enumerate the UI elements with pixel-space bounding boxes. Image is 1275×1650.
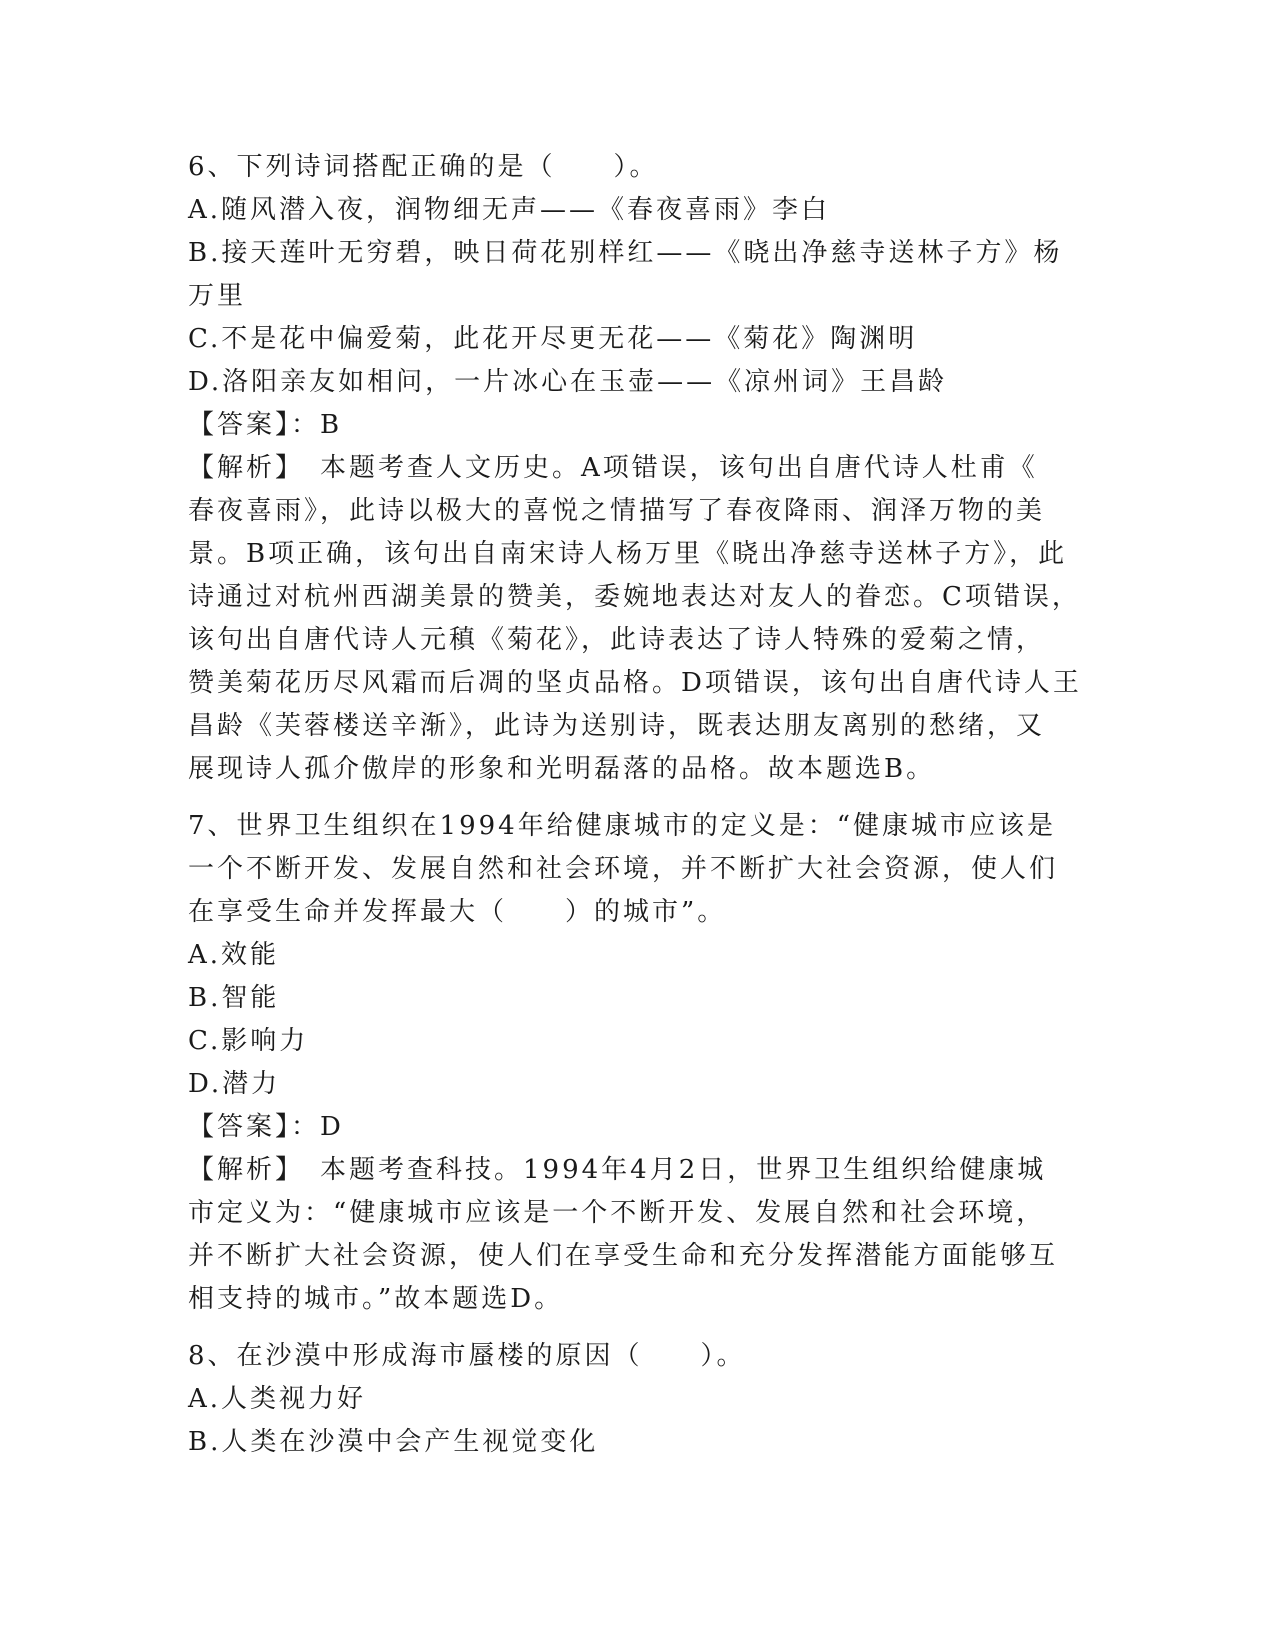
- analysis-line: 春夜喜雨》，此诗以极大的喜悦之情描写了春夜降雨、润泽万物的美: [188, 496, 1046, 526]
- question-6-option-b-line: 万里: [188, 281, 247, 311]
- question-6-option-c: C.不是花中偏爱菊，此花开尽更无花——《菊花》陶渊明: [188, 324, 918, 354]
- question-7-option-c: C.影响力: [188, 1026, 309, 1056]
- question-6: [188, 146, 1082, 791]
- question-8-option-b: B.人类在沙漠中会产生视觉变化: [188, 1427, 599, 1457]
- analysis-line: 该句出自唐代诗人元稹《菊花》，此诗表达了诗人特殊的爱菊之情，: [188, 625, 1046, 655]
- question-7-option-d: D.潜力: [188, 1069, 281, 1099]
- analysis-line: 诗通过对杭州西湖美景的赞美，委婉地表达对友人的眷恋。C项错误，: [188, 582, 1081, 612]
- question-6-option-b-line: B.接天莲叶无穷碧，映日荷花别样红——《晓出净慈寺送林子方》杨: [188, 238, 1063, 268]
- question-6-stem: 6、下列诗词搭配正确的是（ ）。: [188, 152, 659, 182]
- analysis-line: 展现诗人孤介傲岸的形象和光明磊落的品格。故本题选B。: [188, 754, 936, 784]
- question-spacer: [188, 1321, 1068, 1335]
- question-7: [188, 805, 1068, 1321]
- question-7-stem-line: 在享受生命并发挥最大（ ）的城市”。: [188, 897, 727, 927]
- analysis-line: 景。B项正确，该句出自南宋诗人杨万里《晓出净慈寺送林子方》，此: [188, 539, 1068, 569]
- analysis-line: 【解析】 本题考查人文历史。A项错误，该句出自唐代诗人杜甫《: [188, 453, 1038, 483]
- analysis-line: 昌龄《芙蓉楼送辛渐》，此诗为送别诗，既表达朋友离别的愁绪，又: [188, 711, 1046, 741]
- question-6-option-a: A.随风潜入夜，润物细无声——《春夜喜雨》李白: [188, 195, 831, 225]
- question-7-stem-line: 7、世界卫生组织在1994年给健康城市的定义是：“健康城市应该是: [188, 811, 1057, 841]
- question-8-option-a: A.人类视力好: [188, 1384, 367, 1414]
- analysis-line: 市定义为：“健康城市应该是一个不断开发、发展自然和社会环境，: [188, 1198, 1046, 1228]
- question-7-stem-line: 一个不断开发、发展自然和社会环境，并不断扩大社会资源，使人们: [188, 854, 1059, 884]
- question-8-stem: 8、在沙漠中形成海市蜃楼的原因（ ）。: [188, 1341, 746, 1371]
- page-content: [188, 146, 1082, 1464]
- question-7-option-b: B.智能: [188, 983, 280, 1013]
- analysis-line: 【解析】 本题考查科技。1994年4月2日，世界卫生组织给健康城: [188, 1155, 1047, 1185]
- analysis-line: 并不断扩大社会资源，使人们在享受生命和充分发挥潜能方面能够互: [188, 1241, 1059, 1271]
- question-6-option-d: D.洛阳亲友如相问，一片冰心在玉壶——《凉州词》王昌龄: [188, 367, 948, 397]
- question-6-analysis: [188, 447, 1082, 791]
- question-7-answer: 【答案】：D: [188, 1112, 344, 1142]
- question-spacer: [188, 791, 1068, 805]
- question-6-option-b: [188, 232, 1068, 318]
- question-7-option-a: A.效能: [188, 940, 280, 970]
- question-7-analysis: [188, 1149, 1068, 1321]
- analysis-line: 相支持的城市。”故本题选D。: [188, 1284, 564, 1314]
- analysis-line: 赞美菊花历尽风霜而后凋的坚贞品格。D项错误，该句出自唐代诗人王: [188, 668, 1082, 698]
- question-8: [188, 1335, 1068, 1464]
- question-6-answer: 【答案】：B: [188, 410, 343, 440]
